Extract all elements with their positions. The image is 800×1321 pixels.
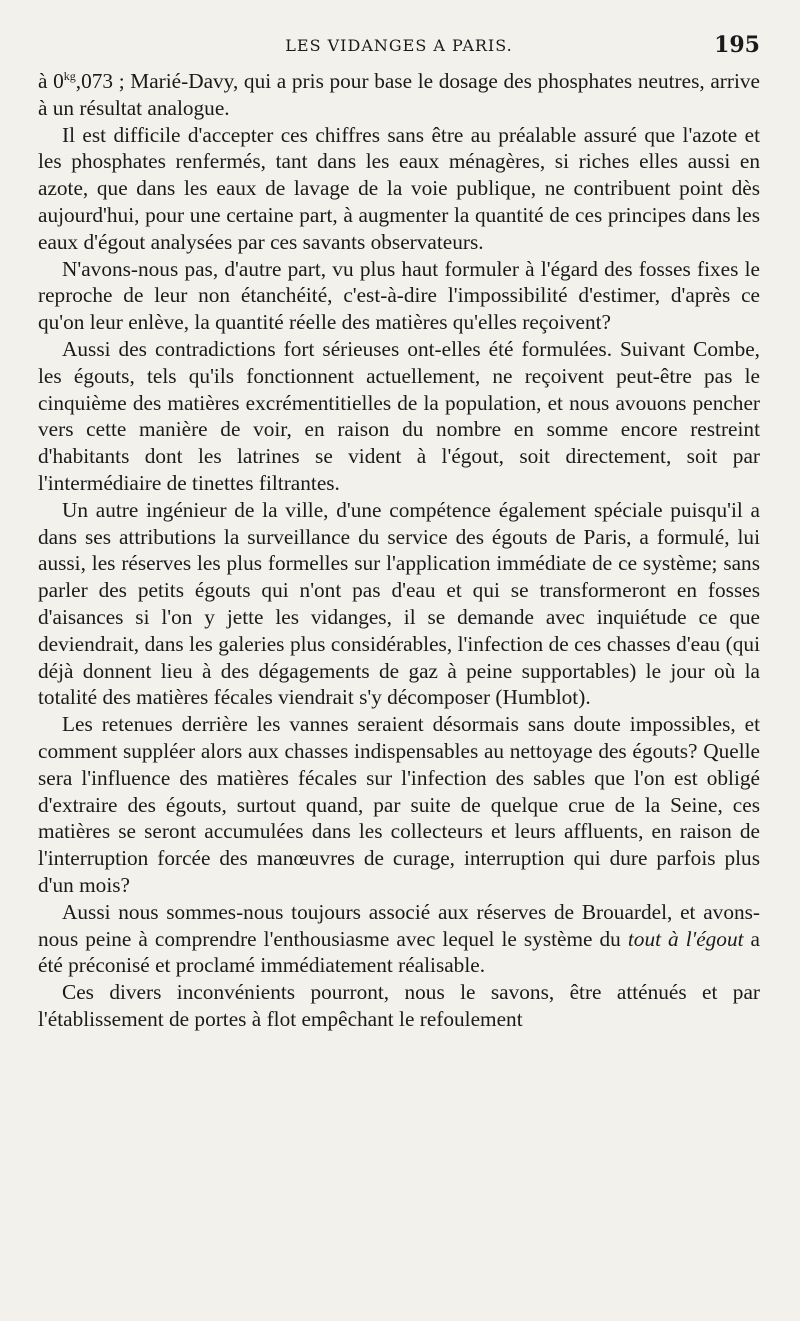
page-number: 195 <box>714 32 760 58</box>
paragraph-2: Il est difficile d'accepter ces chiffres sans être au préalable assuré que l'azote et les phosphates renfermés, tant dans les eaux ménagères, si riches elles aussi en azote, que dans les eaux de lavage de la voie publique, ne contribuent point dès aujourd'hui, pour une certaine part, à augmenter la quantité de ces principes dans les eaux d'égout analysées par ces savants observateurs. <box>38 122 760 254</box>
paragraph-1 <box>38 68 760 122</box>
paragraph-1-start: à 0 <box>38 69 64 93</box>
paragraph-6: Les retenues derrière les vannes seraient désormais sans doute impossibles, et comment suppléer alors aux chasses indispensables au nettoyage des égouts? Quelle sera l'influence des matières fécales sur l'infection des sables que l'on est obligé d'extraire des égouts, surtout quand, par suite de quelque crue de la Seine, ces matières se seront accumulées dans les collecteurs et leurs affluents, en raison de l'interruption forcée des manœuvres de curage, interruption qui dure parfois plus d'un mois? <box>38 712 760 897</box>
paragraph-5: Un autre ingénieur de la ville, d'une compétence également spéciale puisqu'il a dans ses attributions la surveillance du service des égouts de Paris, a formulé, lui aussi, les réserves les plus formelles sur l'application immédiate de ce système; sans parler des petits égouts qui n'ont pas d'eau et qui se transformeront en fosses d'aisances si l'on y jette les vidanges, il se demande avec inquiétude ce que deviendrait, dans les galeries plus considérables, l'infection de ces chasses d'eau (qui déjà donnent lieu à des dégagements de gaz à peine supportables) le jour où la totalité des matières fécales viendrait s'y décomposer (Humblot). <box>38 497 760 710</box>
paragraph-7-rest: a été préconisé et proclamé immédiatement réalisable. <box>38 926 761 978</box>
paragraph-8: Ces divers inconvénients pourront, nous le savons, être atténués et par l'établissement de portes à flot empêchant le refoulement <box>38 980 760 1031</box>
paragraph-3: N'avons-nous pas, d'autre part, vu plus haut formuler à l'égard des fosses fixes le reproche de leur non étanchéité, c'est-à-dire l'impossibilité d'estimer, d'après ce qu'on leur enlève, la quantité réelle des matières qu'elles reçoivent? <box>38 256 760 335</box>
paragraph-4: Aussi des contradictions fort sérieuses ont-elles été formulées. Suivant Combe, les égouts, tels qu'ils fonctionnent actuellement, ne reçoivent peut-être pas le cinquième des matières excrémentitielles de la population, et nous avouons pencher vers cette manière de voir, en raison du nombre en somme encore restreint d'habitants dont les latrines se vident à l'égout, soit directement, soit par l'intermédiaire de tinettes filtrantes. <box>38 336 760 495</box>
unit-superscript: kg <box>63 68 76 83</box>
paragraph-7-start: Aussi nous sommes-nous toujours associé aux réserves de Brouardel, et avons-nous peine à comprendre l'enthousiasme avec lequel le système du <box>38 899 760 951</box>
running-head: LES VIDANGES A PARIS. <box>285 36 513 55</box>
page-header <box>38 30 760 68</box>
body-text <box>38 68 760 1033</box>
paragraph-1-rest: ,073 ; Marié-Davy, qui a pris pour base le dosage des phosphates neutres, arrive à un résultat analogue. <box>38 69 760 120</box>
italic-phrase: tout à l'égout <box>627 926 744 951</box>
paragraph-7 <box>38 899 760 979</box>
